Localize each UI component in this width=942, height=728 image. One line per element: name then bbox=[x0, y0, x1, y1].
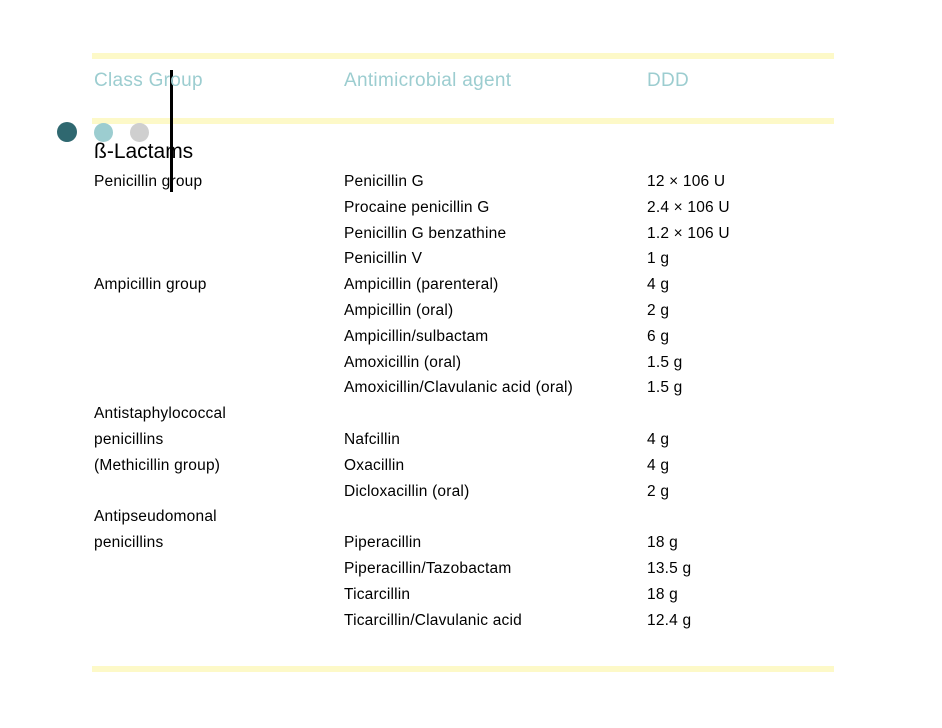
agent-cell: Ampicillin/sulbactam bbox=[344, 328, 489, 345]
class-group-cell: Ampicillin group bbox=[94, 276, 207, 293]
ddd-cell: 1.2 × 106 U bbox=[647, 225, 730, 242]
agent-cell: Penicillin G bbox=[344, 173, 424, 190]
ddd-cell: 1.5 g bbox=[647, 379, 683, 396]
agent-cell: Amoxicillin/Clavulanic acid (oral) bbox=[344, 379, 574, 396]
ddd-cell: 12 × 106 U bbox=[647, 173, 726, 190]
ddd-cell: 1 g bbox=[647, 250, 670, 267]
header-antimicrobial-agent: Antimicrobial agent bbox=[344, 70, 512, 91]
agent-cell: Dicloxacillin (oral) bbox=[344, 483, 470, 500]
agent-cell: Procaine penicillin G bbox=[344, 199, 490, 216]
ddd-cell: 4 g bbox=[647, 276, 670, 293]
class-group-cell: (Methicillin group) bbox=[94, 457, 221, 474]
ddd-cell: 2 g bbox=[647, 302, 670, 319]
agent-cell: Nafcillin bbox=[344, 431, 401, 448]
agent-cell: Oxacillin bbox=[344, 457, 405, 474]
ddd-cell: 1.5 g bbox=[647, 354, 683, 371]
section-title: ß-Lactams bbox=[94, 140, 194, 163]
ddd-cell: 18 g bbox=[647, 586, 678, 603]
agent-cell: Piperacillin bbox=[344, 534, 422, 551]
agent-cell: Piperacillin/Tazobactam bbox=[344, 560, 512, 577]
ddd-cell: 13.5 g bbox=[647, 560, 692, 577]
class-group-cell: Antistaphylococcal bbox=[94, 405, 226, 422]
ddd-cell: 18 g bbox=[647, 534, 678, 551]
class-group-cell: Penicillin group bbox=[94, 173, 203, 190]
agent-cell: Amoxicillin (oral) bbox=[344, 354, 462, 371]
dark-dot-bullet bbox=[57, 122, 77, 142]
ddd-cell: 12.4 g bbox=[647, 612, 692, 629]
class-group-cell: penicillins bbox=[94, 534, 164, 551]
ddd-cell: 2.4 × 106 U bbox=[647, 199, 730, 216]
ddd-cell: 2 g bbox=[647, 483, 670, 500]
top-rule bbox=[92, 53, 834, 59]
agent-cell: Penicillin G benzathine bbox=[344, 225, 507, 242]
ddd-cell: 4 g bbox=[647, 431, 670, 448]
agent-cell: Ampicillin (parenteral) bbox=[344, 276, 499, 293]
class-group-cell: penicillins bbox=[94, 431, 164, 448]
ddd-cell: 4 g bbox=[647, 457, 670, 474]
agent-cell: Penicillin V bbox=[344, 250, 423, 267]
agent-cell: Ampicillin (oral) bbox=[344, 302, 454, 319]
agent-cell: Ticarcillin bbox=[344, 586, 411, 603]
class-group-cell: Antipseudomonal bbox=[94, 508, 217, 525]
header-rule bbox=[92, 118, 834, 124]
ddd-cell: 6 g bbox=[647, 328, 670, 345]
bottom-rule bbox=[92, 666, 834, 672]
header-ddd: DDD bbox=[647, 70, 690, 91]
agent-cell: Ticarcillin/Clavulanic acid bbox=[344, 612, 522, 629]
header-class-group: Class Group bbox=[94, 70, 203, 91]
